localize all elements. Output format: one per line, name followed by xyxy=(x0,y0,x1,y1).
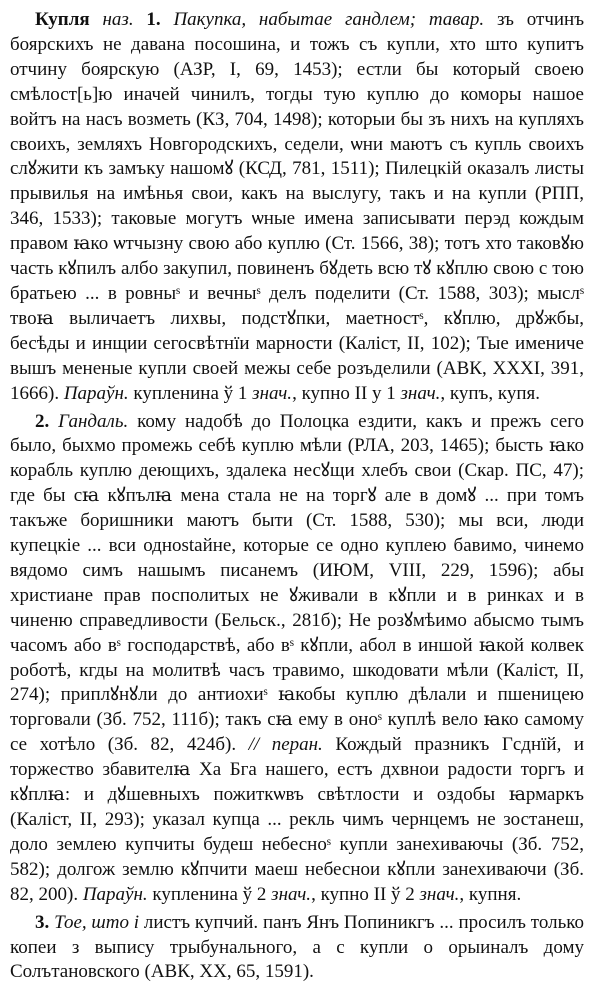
sense-body: кому надобѣ до Полоцка ездити, какъ и прежъ сего было, быхмо промежь себѣ куплю мѣли (РЛА, 203, 1465); бысть ꙗко корабль куплю деющихъ, здалека несꙋщи хлебъ свои (Скар. ПС, 47); где бы сꙗ кꙋпълꙗ мена стала не на торгꙋ але в домꙋ ... при томъ такъже боришники маютъ быти (Ст. 1588, 530); мы вси, люди купецкіе ... вси однostайне, которые се одно куплею бавимо, чинемо вядомо симъ нашымъ писанемъ (ИЮМ, VIII, 229, 1596); абы христиане прав посполитых не ꙋживали в кꙋпли и в ринках и в чиненю справедливости (Бельск., 281б); Не розꙋмѣимо абысмо тымъ часомъ або вˢ господарствѣ, або вˢ кꙋпли, абол в иншой ꙗкой колвек роботѣ, кгды на молитвѣ часъ травимо, шкодовати мѣли (Каліст, II, 274); приплꙋнꙋли до антиохиˢ ꙗкобы куплю дѣлали и пшеницею торговали (Зб. 752, 111б); такъ сꙗ ему в оноˢ куплѣ вело ꙗко самому се хотѣло (Зб. 82, 424б). xyxy=(10,410,585,756)
abbreviation: знач. xyxy=(252,382,293,404)
cross-reference-text: , купъ, купя. xyxy=(440,382,540,404)
cross-reference-text: , купно II у 1 xyxy=(292,382,396,404)
figurative-label: // перан. xyxy=(248,734,323,756)
cross-reference-label: Параўн. xyxy=(82,883,148,905)
sense-definition: Гандаль. xyxy=(58,410,129,432)
cross-reference-text: купленина ў 1 xyxy=(133,382,248,404)
sense-number: 1. xyxy=(146,9,161,30)
sense-3 xyxy=(10,911,584,986)
sense-number: 2. xyxy=(35,410,50,432)
sense-1 xyxy=(10,8,584,407)
dictionary-entry xyxy=(10,8,584,985)
cross-reference-text: купленина ў 2 xyxy=(152,883,267,905)
abbreviation: знач. xyxy=(271,883,312,905)
sense-body-figurative: Кождый празникъ Гсднїй, и торжество збавителꙗ Ха Бга нашего, естъ дхвнои радости торгъ и кꙋплꙗ: и дꙋшевныхъ пожиткѡвъ свѣтлости и оздобы ꙗрмаркъ (Каліст, II, 293); указал купца ... рекль чимъ чернцемъ не зостанеш, доло землею купчиты будеш небесноˢ купли занехиваючы (Зб. 752, 582); долгож землю кꙋпчити маеш небеснои кꙋпли занехиваючи (Зб. 82, 200). xyxy=(10,734,585,905)
sense-2 xyxy=(10,410,584,908)
headword: Купля xyxy=(35,9,90,30)
sense-body: зъ отчинъ боярскихъ не давана посошина, и тожъ съ купли, хто што купитъ отчину боярскую (АЗР, I, 69, 1453); естли бы который своею смѣлост[ь]ю иначей чинилъ, тогды тую куплю до коморы нашое войтъ на насъ возметь (КЗ, 704, 1498); которыи бы зъ нихъ на купляхъ своихъ, земляхъ Новгородскихъ, седели, ѡни маютъ съ купль своихъ слꙋжити къ замъку нашомꙋ (КСД, 781, 1511); Пилецкій оказалъ листы прывилья на имѣнья свои, какъ на выслугу, такъ и на купли (РПП, 346, 1533); таковые могутъ ѡные имена записывати перэд кождым правом ꙗко ѡтчызну свою або куплю (Ст. 1566, 38); тотъ хто таковꙋю часть кꙋпилъ албо закупил, повиненъ бꙋдеть всю тꙋ кꙋплю свою с тою братьею ... в ровныˢ и вечныˢ делъ поделити (Ст. 1588, 303); мыслˢ твоꙗ выличаетъ лихвы, подстꙋпки, маетностˢ, кꙋплю, дрꙋжбы, бесѣды и инщии сегосвѣтнїи марности (Каліст, II, 102); Тые именичe вышъ мененые купли своей межы себе розъделили (АВК, XXXI, 391, 1666). xyxy=(10,9,585,404)
sense-definition: Пакупка, набытае гандлем; тавар. xyxy=(173,9,485,30)
sense-definition: Тое, што і xyxy=(54,911,140,933)
cross-reference-text: , купня. xyxy=(459,883,522,905)
abbreviation: знач. xyxy=(400,382,441,404)
cross-reference-label: Параўн. xyxy=(63,382,129,404)
sense-body: листъ купчий. панъ Янъ Попиникгъ ... просилъ только копеи з выпису трыбунального, а с купли о орыиналъ дому Солътановского (АВК, XX, 65, 1591). xyxy=(10,911,585,983)
sense-number: 3. xyxy=(35,911,50,933)
part-of-speech: наз. xyxy=(102,9,134,30)
abbreviation: знач. xyxy=(419,883,460,905)
cross-reference-text: , купно II ў 2 xyxy=(311,883,415,905)
